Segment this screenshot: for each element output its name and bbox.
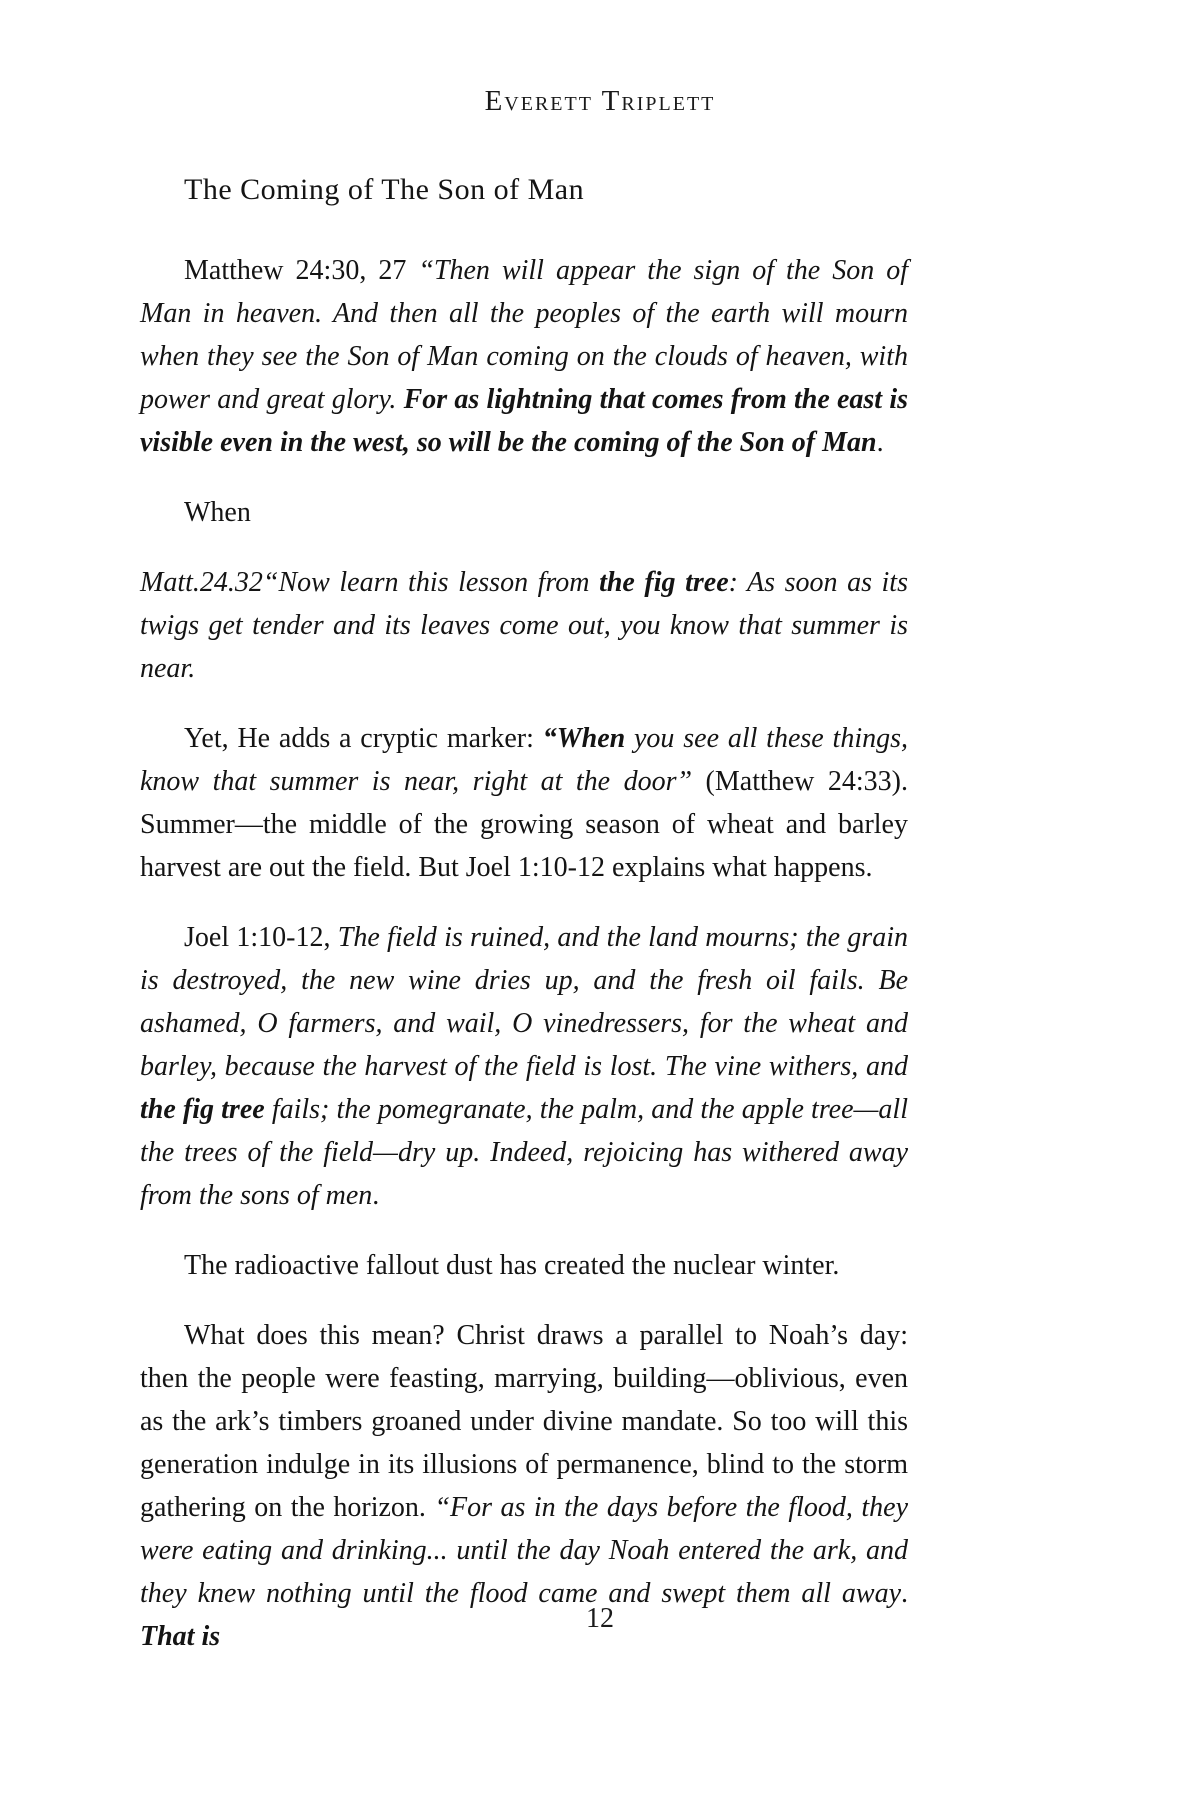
text-run: “When — [542, 723, 626, 754]
text-run: the fig tree — [140, 1094, 265, 1125]
text-run: Joel 1:10-12, — [184, 922, 338, 953]
page-number: 12 — [586, 1603, 614, 1634]
text-run: The radioactive fallout dust has created the nuclear winter. — [184, 1250, 840, 1281]
text-run: : As soon as its twigs get tender and its leaves come out, you know that summer is near. — [140, 567, 908, 684]
text-run: . — [901, 1578, 908, 1609]
text-run: . — [372, 1180, 380, 1211]
text-run: Matt.24.32“Now learn this lesson from — [140, 567, 600, 598]
text-run: That is — [140, 1621, 221, 1652]
paragraph-matthew-quote — [140, 249, 908, 464]
text-run: the fig tree — [599, 567, 729, 598]
paragraph-radioactive-fallout — [140, 1244, 908, 1287]
paragraph-joel-quote — [140, 916, 908, 1217]
section-heading: The Coming of The Son of Man — [184, 173, 585, 206]
text-run: The field is ruined, and the land mourns; the grain is destroyed, the new wine dries up, and the fresh oil fails. Be ashamed, O farmers, and wail, O vinedressers, for the wheat and barley, because the harvest of the field is lost. The vine withers, and — [140, 922, 908, 1082]
text-run: When — [184, 497, 251, 528]
text-run: “For as in the days before the flood, they were eating and drinking... until the day Noah entered the ark, and they knew nothing until the flood came and swept them all away — [140, 1492, 909, 1609]
text-run: Yet, He adds a cryptic marker: — [184, 723, 543, 754]
text-run: What does this mean? Christ draws a parallel to Noah’s day: then the people were feasting, marrying, building—oblivious, even as the ark’s timbers groaned under divine mandate. So too will this generation indulge in its illusions of permanence, blind to the storm gathering on the horizon. — [140, 1320, 908, 1523]
page-content — [140, 0, 908, 1658]
text-run: you see all these things, know that summer is near, right at the door” — [140, 723, 908, 797]
text-run: “Then will appear the sign of the Son of Man in heaven. And then all the peoples of the earth will mourn when they see the Son of Man coming on the clouds of heaven, with power and great glory. — [140, 255, 909, 415]
text-run: . — [876, 427, 884, 458]
paragraph-when-subheading — [140, 491, 908, 534]
text-run: (Matthew 24:33). Summer—the middle of the growing season of wheat and barley harvest are out the field. But Joel 1:10-12 explains what happens. — [140, 766, 908, 883]
paragraph-matt-24-32 — [140, 561, 908, 690]
running-header: Everett Triplett — [484, 85, 716, 117]
text-run: fails; the pomegranate, the palm, and the apple tree—all the trees of the field—dry up. Indeed, rejoicing has withered away from the sons of men — [140, 1094, 908, 1211]
text-run: Matthew 24:30, 27 — [184, 255, 419, 286]
text-run: For as lightning that comes from the east is visible even in the west, so will be the coming of the Son of Man — [140, 384, 908, 458]
paragraph-cryptic-marker — [140, 717, 908, 889]
